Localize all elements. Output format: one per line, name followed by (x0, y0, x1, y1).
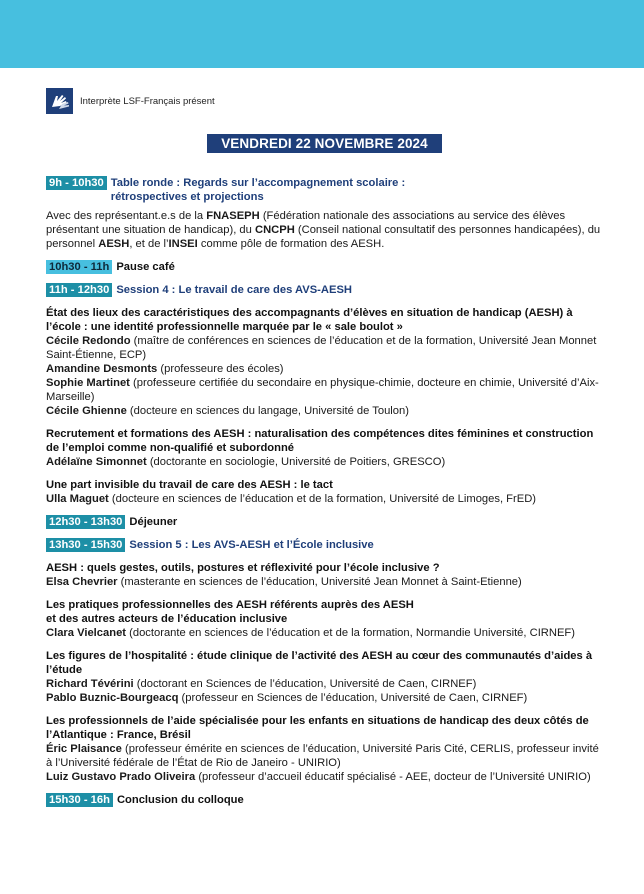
time-badge: 12h30 - 13h30 (46, 515, 125, 529)
slot-session4 (46, 283, 606, 297)
program (46, 176, 606, 807)
talk-title: État des lieux des caractéristiques des accompagnants d’élèves en situation de handicap (AESH) à l’école : une identité professionnelle marquée par le « sale boulot » (46, 307, 573, 333)
speaker: Pablo Buznic-Bourgeacq (professeur en Sciences de l’éducation, Université de Caen, CIRNEF) (46, 692, 528, 704)
table-ronde-description: Avec des représentant.e.s de la FNASEPH (Fédération nationale des associations au service des élèves présentant une situation de handicap), du CNCPH (Conseil national consultatif des personnes handicapées), du personnel AESH, et de l’INSEI comme pôle de formation des AESH. (46, 210, 601, 250)
speaker: Luiz Gustavo Prado Oliveira (professeur d’accueil éducatif spécialisé - AEE, docteur de l’Université UNIRIO) (46, 771, 591, 783)
speaker: Cécile Redondo (maître de conférences en sciences de l’éducation et de la formation, Université Jean Monnet Saint-Étienne, ECP) (46, 335, 597, 361)
time-badge: 13h30 - 15h30 (46, 538, 125, 552)
slot-title: Table ronde : Regards sur l’accompagnement scolaire : rétrospectives et projections (110, 177, 406, 203)
speaker: Clara Vielcanet (doctorante en sciences de l’éducation et de la formation, Normandie Université, CIRNEF) (46, 627, 575, 639)
slot-title: Conclusion du colloque (116, 794, 244, 806)
slot-conclusion (46, 793, 606, 807)
slot-title: Session 4 : Le travail de care des AVS-AESH (116, 284, 352, 296)
slot-lunch (46, 515, 606, 529)
talk-title: Les figures de l’hospitalité : étude clinique de l’activité des AESH au cœur des communautés d’aides à l’étude (46, 650, 593, 676)
slot-pause (46, 260, 606, 274)
speaker: Éric Plaisance (professeur émérite en sciences de l’éducation, Université Paris Cité, CERLIS, professeur invité à l’Université fédérale de l’État de Rio de Janeiro - UNIRIO) (46, 743, 599, 769)
time-badge: 11h - 12h30 (46, 283, 112, 297)
speaker: Sophie Martinet (professeure certifiée du secondaire en physique-chimie, docteure en chimie, Université d’Aix-Marseille) (46, 377, 599, 403)
talk-title: Les pratiques professionnelles des AESH référents auprès des AESH et des autres acteurs de l’éducation inclusive (46, 599, 414, 625)
talk-title: Les professionnels de l’aide spécialisée pour les enfants en situations de handicap des deux côtés de l’Atlantique : France, Brésil (46, 715, 589, 741)
interpreter-notice (46, 88, 215, 114)
speaker: Richard Tévérini (doctorant en Sciences de l’éducation, Université de Caen, CIRNEF) (46, 678, 477, 690)
time-badge: 9h - 10h30 (46, 176, 107, 190)
talk-title: Une part invisible du travail de care des AESH : le tact (46, 479, 333, 491)
interpreter-label: Interprète LSF-Français présent (80, 95, 215, 107)
day-title: VENDREDI 22 NOVEMBRE 2024 (207, 134, 442, 153)
speaker: Elsa Chevrier (masterante en sciences de l’éducation, Université Jean Monnet à Saint-Etienne) (46, 576, 522, 588)
slot-title: Session 5 : Les AVS-AESH et l’École inclusive (129, 539, 374, 551)
sign-language-icon (46, 88, 73, 114)
slot-title: Pause café (116, 261, 175, 273)
slot-table-ronde (46, 176, 606, 204)
speaker: Amandine Desmonts (professeure des écoles) (46, 363, 284, 375)
time-badge: 15h30 - 16h (46, 793, 113, 807)
header-banner (0, 0, 644, 68)
talk-title: AESH : quels gestes, outils, postures et réflexivité pour l’école inclusive ? (46, 562, 440, 574)
slot-session5 (46, 538, 606, 552)
speaker: Adélaïne Simonnet (doctorante en sociologie, Université de Poitiers, GRESCO) (46, 456, 446, 468)
talk-title: Recrutement et formations des AESH : naturalisation des compétences dites féminines et construction de l’emploi comme non-qualifié et subordonné (46, 428, 594, 454)
speaker: Ulla Maguet (docteure en sciences de l’éducation et de la formation, Université de Limoges, FrED) (46, 493, 536, 505)
time-badge: 10h30 - 11h (46, 260, 112, 274)
slot-title: Déjeuner (129, 516, 178, 528)
speaker: Cécile Ghienne (docteure en sciences du langage, Université de Toulon) (46, 405, 409, 417)
